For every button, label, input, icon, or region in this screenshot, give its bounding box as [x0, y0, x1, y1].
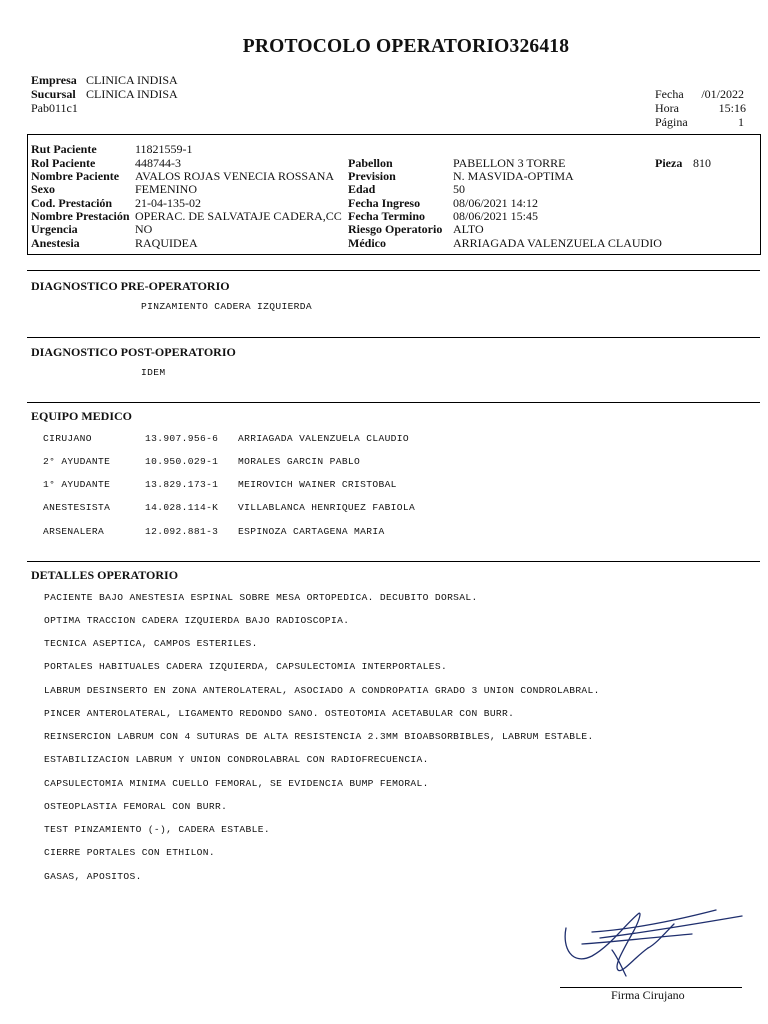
- team-name: ARRIAGADA VALENZUELA CLAUDIO: [238, 433, 410, 444]
- equipo-divider: [27, 402, 760, 403]
- detail-line: CIERRE PORTALES CON ETHILON.: [44, 847, 216, 858]
- pagina-label: Página: [655, 115, 688, 129]
- nombre-label: Nombre Paciente: [31, 169, 120, 183]
- post-op-text: IDEM: [141, 367, 166, 378]
- edad-label: Edad: [348, 182, 376, 196]
- riesgo-value: ALTO: [453, 222, 484, 236]
- detail-line: PACIENTE BAJO ANESTESIA ESPINAL SOBRE MESA ORTOPEDICA. DECUBITO DORSAL.: [44, 592, 478, 603]
- fecha-value: /01/2022: [701, 87, 744, 101]
- hora-label: Hora: [655, 101, 679, 115]
- anestesia-label: Anestesia: [31, 236, 80, 250]
- team-rut: 13.829.173-1: [145, 479, 219, 490]
- pabellon-value: PABELLON 3 TORRE: [453, 156, 566, 170]
- detail-line: OPTIMA TRACCION CADERA IZQUIERDA BAJO RADIOSCOPIA.: [44, 615, 350, 626]
- pagina-value: 1: [738, 115, 744, 129]
- pre-op-text: PINZAMIENTO CADERA IZQUIERDA: [141, 301, 313, 312]
- team-rut: 13.907.956-6: [145, 433, 219, 444]
- rut-value: 11821559-1: [135, 142, 193, 156]
- form-code: Pab011c1: [31, 101, 78, 115]
- sexo-value: FEMENINO: [135, 182, 197, 196]
- team-name: ESPINOZA CARTAGENA MARIA: [238, 526, 385, 537]
- empresa-label: Empresa: [31, 73, 77, 87]
- fecha-ingreso-label: Fecha Ingreso: [348, 196, 421, 210]
- pieza-label: Pieza: [655, 156, 683, 170]
- surgeon-signature: [552, 898, 752, 988]
- prevision-label: Prevision: [348, 169, 396, 183]
- team-role: 1° AYUDANTE: [43, 479, 111, 490]
- anestesia-value: RAQUIDEA: [135, 236, 198, 250]
- detail-line: GASAS, APOSITOS.: [44, 871, 142, 882]
- edad-value: 50: [453, 182, 465, 196]
- team-rut: 12.092.881-3: [145, 526, 219, 537]
- detail-line: CAPSULECTOMIA MINIMA CUELLO FEMORAL, SE EVIDENCIA BUMP FEMORAL.: [44, 778, 429, 789]
- rut-label: Rut Paciente: [31, 142, 97, 156]
- detalles-divider: [27, 561, 760, 562]
- equipo-title: EQUIPO MEDICO: [31, 409, 133, 423]
- team-rut: 14.028.114-K: [145, 502, 219, 513]
- rol-label: Rol Paciente: [31, 156, 96, 170]
- team-name: VILLABLANCA HENRIQUEZ FABIOLA: [238, 502, 416, 513]
- pre-op-title: DIAGNOSTICO PRE-OPERATORIO: [31, 279, 230, 293]
- team-role: CIRUJANO: [43, 433, 92, 444]
- sucursal-value: CLINICA INDISA: [86, 87, 178, 101]
- detail-line: REINSERCION LABRUM CON 4 SUTURAS DE ALTA RESISTENCIA 2.3MM BIOABSORBIBLES, LABRUM ESTABLE.: [44, 731, 594, 742]
- prevision-value: N. MASVIDA-OPTIMA: [453, 169, 574, 183]
- detail-line: PINCER ANTEROLATERAL, LIGAMENTO REDONDO SANO. OSTEOTOMIA ACETABULAR CON BURR.: [44, 708, 515, 719]
- medico-value: ARRIAGADA VALENZUELA CLAUDIO: [453, 236, 662, 250]
- cod-prestacion-label: Cod. Prestación: [31, 196, 113, 210]
- sexo-label: Sexo: [31, 182, 55, 196]
- urgencia-label: Urgencia: [31, 222, 78, 236]
- sucursal-label: Sucursal: [31, 87, 76, 101]
- detail-line: TECNICA ASEPTICA, CAMPOS ESTERILES.: [44, 638, 258, 649]
- post-op-title: DIAGNOSTICO POST-OPERATORIO: [31, 345, 236, 359]
- rol-value: 448744-3: [135, 156, 181, 170]
- signature-strokes: [565, 910, 742, 976]
- urgencia-value: NO: [135, 222, 153, 236]
- fecha-ingreso-value: 08/06/2021 14:12: [453, 196, 539, 210]
- team-role: ANESTESISTA: [43, 502, 111, 513]
- cod-prestacion-value: 21-04-135-02: [135, 196, 201, 210]
- nombre-prestacion-label: Nombre Prestación: [31, 209, 130, 223]
- team-role: ARSENALERA: [43, 526, 105, 537]
- detalles-title: DETALLES OPERATORIO: [31, 568, 179, 582]
- nombre-value: AVALOS ROJAS VENECIA ROSSANA: [135, 169, 335, 183]
- detail-line: ESTABILIZACION LABRUM Y UNION CONDROLABRAL CON RADIOFRECUENCIA.: [44, 754, 429, 765]
- team-name: MEIROVICH WAINER CRISTOBAL: [238, 479, 397, 490]
- medico-label: Médico: [348, 236, 386, 250]
- fecha-termino-label: Fecha Termino: [348, 209, 425, 223]
- detail-line: OSTEOPLASTIA FEMORAL CON BURR.: [44, 801, 228, 812]
- pieza-value: 810: [693, 156, 711, 170]
- fecha-label: Fecha: [655, 87, 684, 101]
- detail-line: LABRUM DESINSERTO EN ZONA ANTEROLATERAL, ASOCIADO A CONDROPATIA GRADO 3 UNION CONDROLABRAL.: [44, 685, 600, 696]
- team-rut: 10.950.029-1: [145, 456, 219, 467]
- empresa-value: CLINICA INDISA: [86, 73, 178, 87]
- post-op-divider: [27, 337, 760, 338]
- detail-line: PORTALES HABITUALES CADERA IZQUIERDA, CAPSULECTOMIA INTERPORTALES.: [44, 661, 448, 672]
- hora-value: 15:16: [718, 101, 746, 115]
- detail-line: TEST PINZAMIENTO (-), CADERA ESTABLE.: [44, 824, 270, 835]
- pre-op-divider: [27, 270, 760, 271]
- signature-label: Firma Cirujano: [611, 988, 685, 1002]
- fecha-termino-value: 08/06/2021 15:45: [453, 209, 539, 223]
- pabellon-label: Pabellon: [348, 156, 393, 170]
- riesgo-label: Riesgo Operatorio: [348, 222, 443, 236]
- team-name: MORALES GARCIN PABLO: [238, 456, 361, 467]
- nombre-prestacion-value: OPERAC. DE SALVATAJE CADERA,CC: [135, 210, 342, 223]
- team-role: 2° AYUDANTE: [43, 456, 111, 467]
- document-title: PROTOCOLO OPERATORIO326418: [242, 36, 570, 57]
